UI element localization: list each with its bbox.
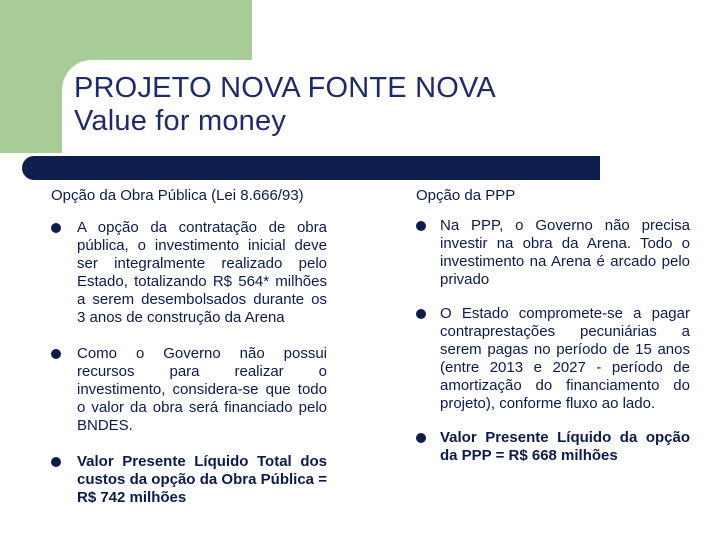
list-item-text: Como o Governo não possui recursos para realizar o investimento, considera-se que todo o valor da obra será financiado pelo BNDES. — [77, 345, 327, 434]
list-item-text: A opção da contratação de obra pública, o investimento inicial deve ser integralmente realizado pelo Estado, totalizando R$ 564* milhões a serem desembolsados durante os 3 anos de construção da Arena — [77, 219, 327, 326]
bullet-icon — [51, 349, 61, 359]
title-divider-bar — [22, 156, 600, 180]
bullet-icon — [416, 433, 426, 443]
left-bullet-list — [51, 219, 327, 507]
left-column-heading: Opção da Obra Pública (Lei 8.666/93) — [51, 187, 304, 204]
title-line-1: PROJETO NOVA FONTE NOVA — [74, 72, 496, 104]
list-item-text: Valor Presente Líquido da opção da PPP = R$ 668 milhões — [440, 429, 690, 464]
title-line-2: Value for money — [74, 105, 287, 137]
bullet-icon — [416, 221, 426, 231]
list-item — [416, 305, 690, 413]
bullet-icon — [416, 309, 426, 319]
list-item — [416, 429, 690, 465]
slide-title — [74, 72, 496, 138]
list-item-text: O Estado compromete-se a pagar contraprestações pecuniárias a serem pagas no período de 15 anos (entre 2013 e 2027 - período de amortização do financiamento do projeto), conforme fluxo ao lado. — [440, 305, 690, 412]
right-column — [416, 187, 690, 481]
bullet-icon — [51, 457, 61, 467]
right-bullet-list — [416, 217, 690, 465]
right-column-heading: Opção da PPP — [416, 187, 516, 204]
left-column — [51, 187, 327, 525]
list-item-text: Na PPP, o Governo não precisa investir na obra da Arena. Todo o investimento na Arena é arcado pelo privado — [440, 217, 690, 288]
list-item-text: Valor Presente Líquido Total dos custos da opção da Obra Pública = R$ 742 milhões — [77, 453, 327, 506]
bullet-icon — [51, 223, 61, 233]
list-item — [51, 219, 327, 327]
list-item — [51, 453, 327, 507]
list-item — [416, 217, 690, 289]
list-item — [51, 345, 327, 435]
